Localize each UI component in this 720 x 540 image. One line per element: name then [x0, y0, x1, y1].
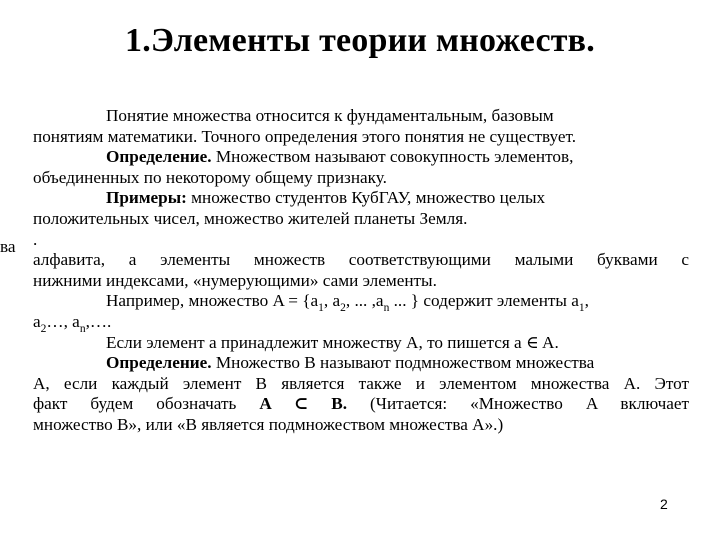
definition-subset-line-3: факт будем обозначать A ⊂ B. (Читается: «Множество A включает: [33, 394, 689, 414]
page-number: 2: [660, 496, 668, 512]
slide-title: 1.Элементы теории множеств.: [125, 22, 595, 59]
definition-subset-line-1: Определение. Множество B называют подмножеством множества: [106, 353, 595, 373]
membership-line: Если элемент a принадлежит множеству A, то пишется a ∈ A.: [106, 332, 559, 352]
example-set-line-1: Например, множество $A = \{a_1$, $a_2$, ... $,a_n$ ... } содержит элементы $a_1$,: [106, 291, 589, 315]
subset-notation: A ⊂ B.: [259, 394, 348, 414]
examples-line-3: .: [33, 229, 38, 249]
definition-subset-line-4: множество B», или «B является подмножеством множества A».): [33, 414, 504, 434]
definition-subset-line-2: A, если каждый элемент B является также и элементом множества A. Этот: [33, 373, 689, 393]
definition-label: Определение.: [106, 147, 212, 167]
paragraph-concept-line-1: Понятие множества относится к фундаментальным, базовым: [106, 106, 554, 125]
definition-set-line-1: Определение. Множеством называют совокупность элементов,: [106, 147, 574, 167]
examples-line-2: положительных чисел, множество жителей планеты Земля.: [33, 208, 468, 228]
examples-label: Примеры:: [106, 188, 187, 208]
examples-line-1: Примеры: множество студентов КубГАУ, множество целых: [106, 188, 546, 208]
notation-line-1: алфавита, а элементы множеств соответствующими малыми буквами с: [33, 250, 689, 270]
slide-body: [33, 106, 689, 436]
example-set-line-2: $a_2\dots$, $a_n,\dots$.: [33, 311, 112, 335]
definition-set-line-2: объединенных по некоторому общему признаку.: [33, 167, 387, 187]
notation-line-2: нижними индексами, «нумерующими» сами элементы.: [33, 270, 437, 290]
side-text-fragment: ва: [0, 237, 16, 256]
paragraph-concept-line-2: понятиям математики. Точного определения этого понятия не существует.: [33, 126, 576, 146]
definition-label: Определение.: [106, 353, 212, 373]
